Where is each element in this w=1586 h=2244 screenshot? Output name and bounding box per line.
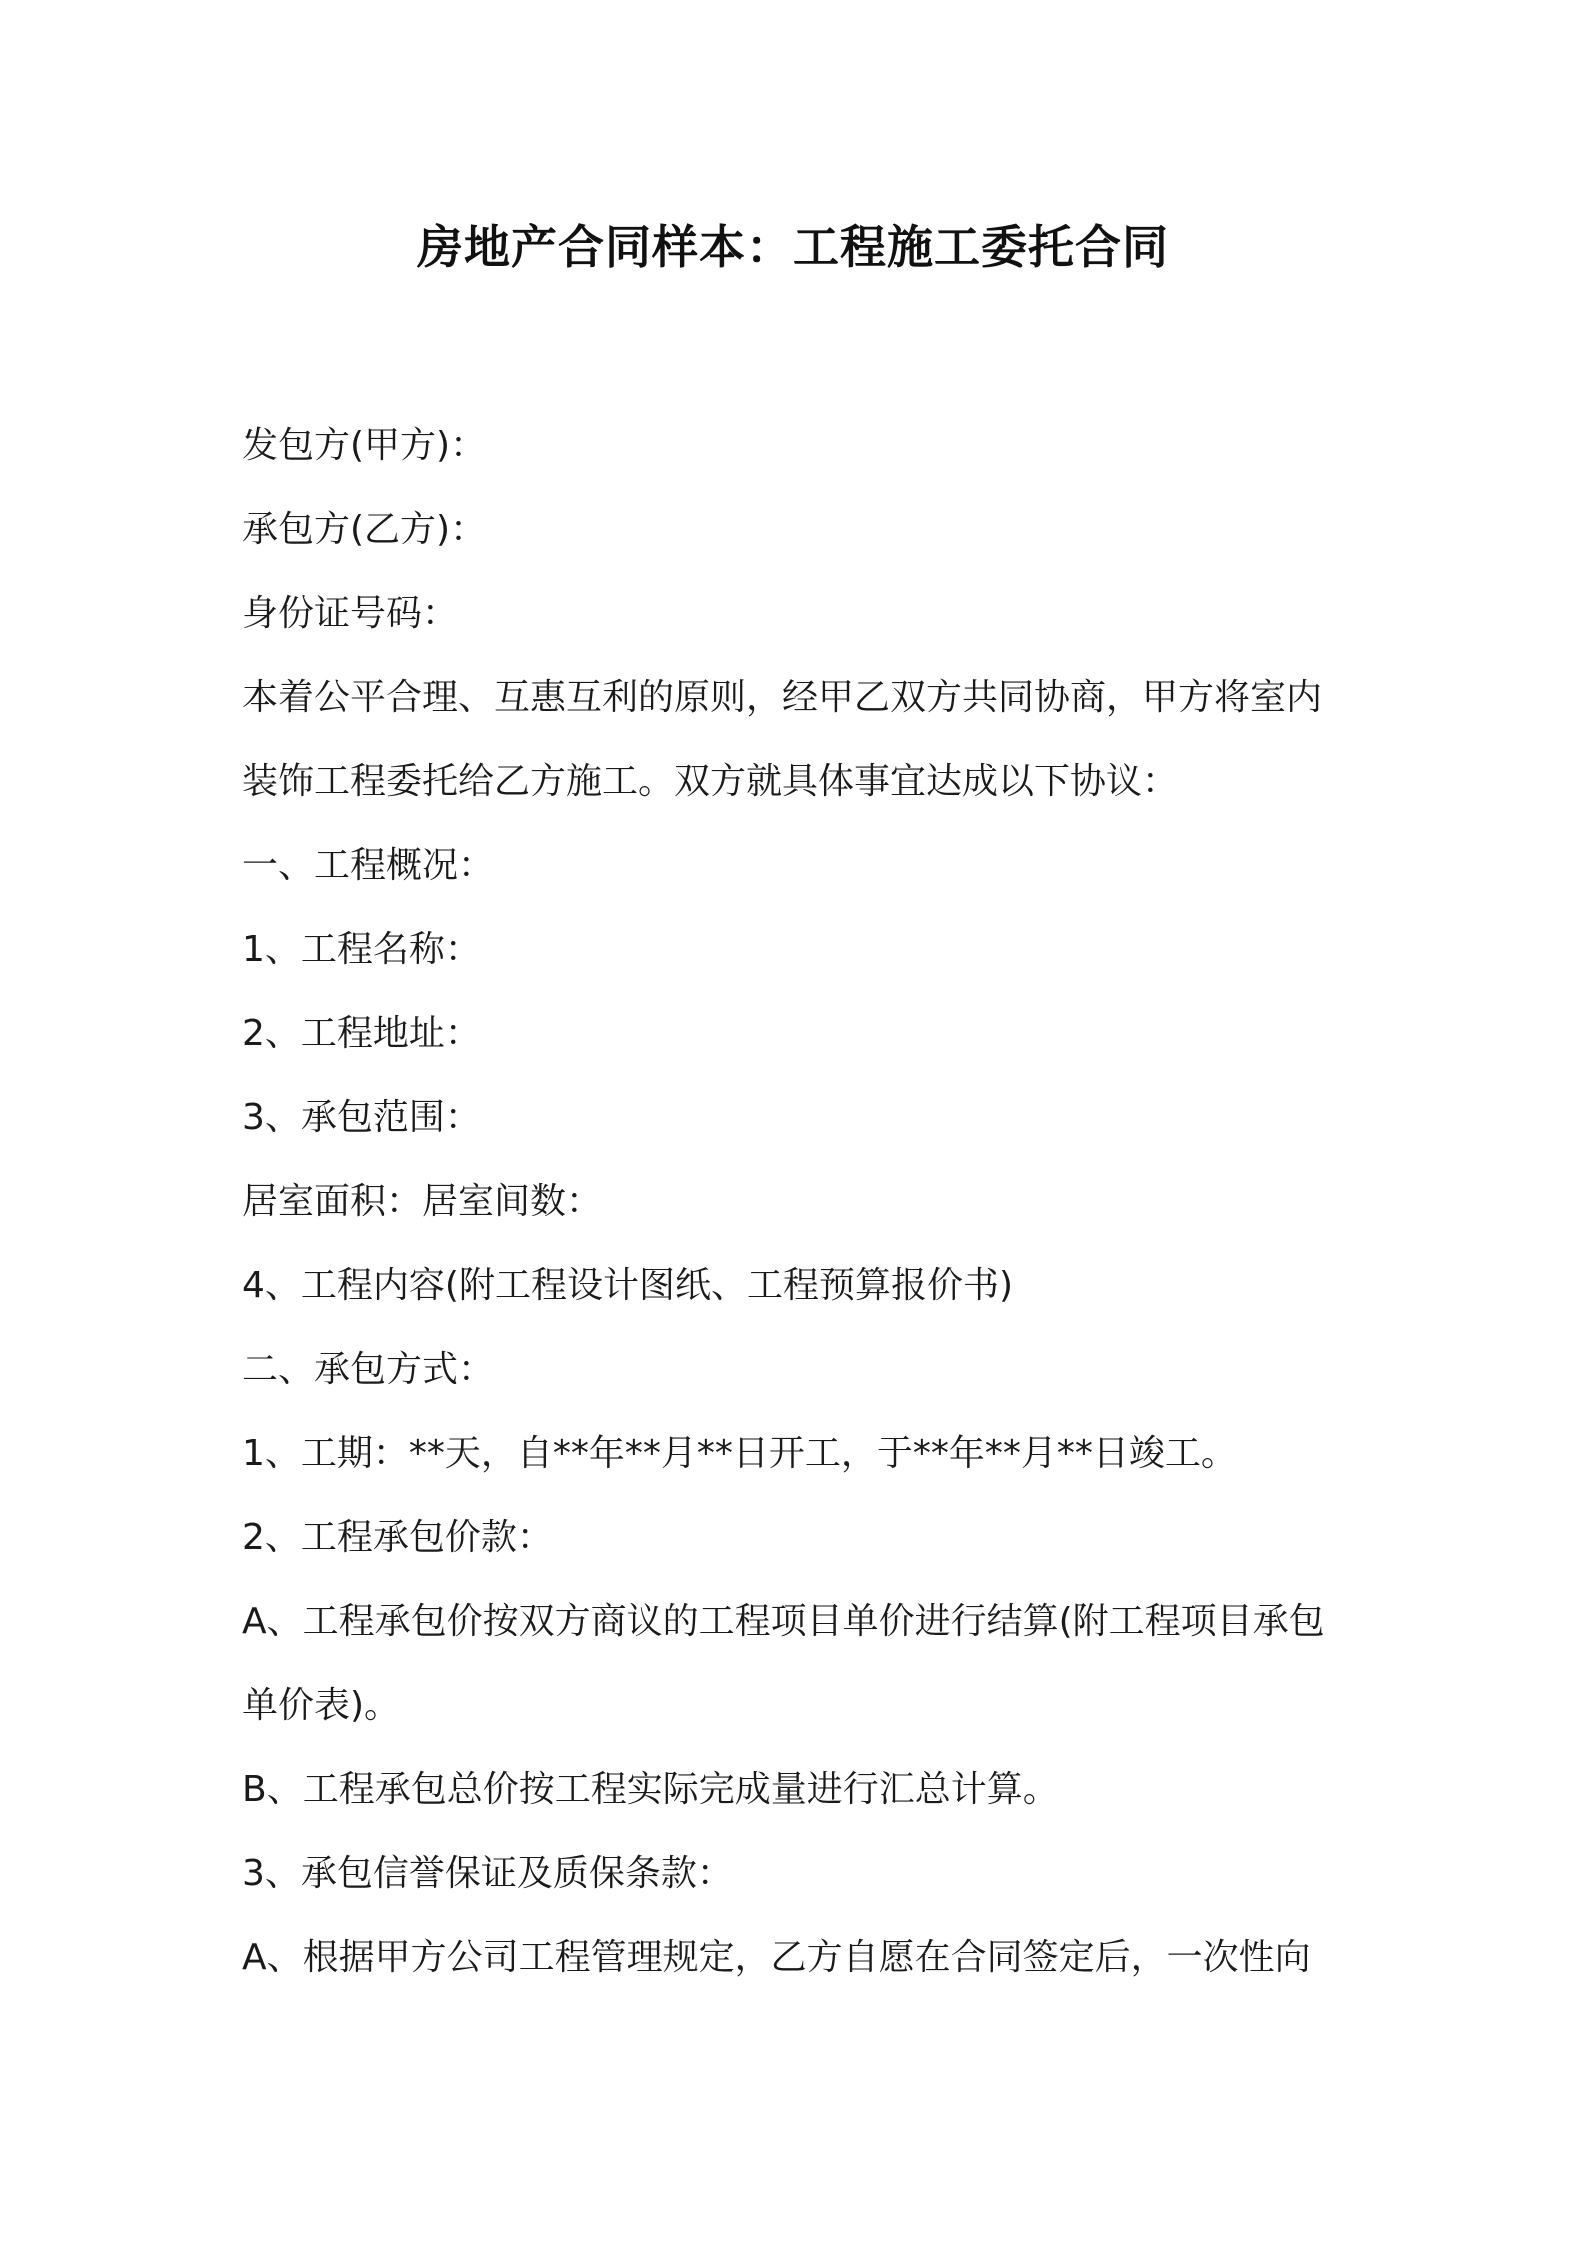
- field-id-number: 身份证号码：: [242, 593, 459, 634]
- document-body: [242, 404, 1362, 2000]
- item-credit-guarantee: 3、承包信誉保证及质保条款：: [242, 1853, 733, 1894]
- clause-price-a-line-1: A、工程承包价按双方商议的工程项目单价进行结算(附工程项目承包: [242, 1601, 1325, 1642]
- item-contract-price: 2、工程承包价款：: [242, 1517, 553, 1558]
- item-construction-period: 1、工期：**天，自**年**月**日开工，于**年**月**日竣工。: [242, 1433, 1237, 1474]
- field-party-a: 发包方(甲方)：: [242, 425, 487, 466]
- item-project-content: 4、工程内容(附工程设计图纸、工程预算报价书): [242, 1265, 1013, 1306]
- section-heading-overview: 一、工程概况：: [242, 845, 495, 886]
- paragraph-intro-line-2: 装饰工程委托给乙方施工。双方就具体事宜达成以下协议：: [242, 761, 1179, 802]
- field-party-b: 承包方(乙方)：: [242, 509, 487, 550]
- clause-price-a-line-2: 单价表)。: [242, 1685, 401, 1726]
- clause-price-b: B、工程承包总价按工程实际完成量进行汇总计算。: [242, 1769, 1059, 1810]
- section-heading-contract-method: 二、承包方式：: [242, 1349, 495, 1390]
- item-project-address: 2、工程地址：: [242, 1013, 481, 1054]
- paragraph-intro-line-1: 本着公平合理、互惠互利的原则，经甲乙双方共同协商，甲方将室内: [242, 677, 1323, 718]
- item-project-name: 1、工程名称：: [242, 929, 481, 970]
- document-title: 房地产合同样本：工程施工委托合同: [417, 220, 1169, 274]
- clause-guarantee-a-line-1: A、根据甲方公司工程管理规定，乙方自愿在合同签定后，一次性向: [242, 1937, 1311, 1978]
- item-room-area: 居室面积：居室间数：: [242, 1181, 603, 1222]
- item-contract-scope: 3、承包范围：: [242, 1097, 481, 1138]
